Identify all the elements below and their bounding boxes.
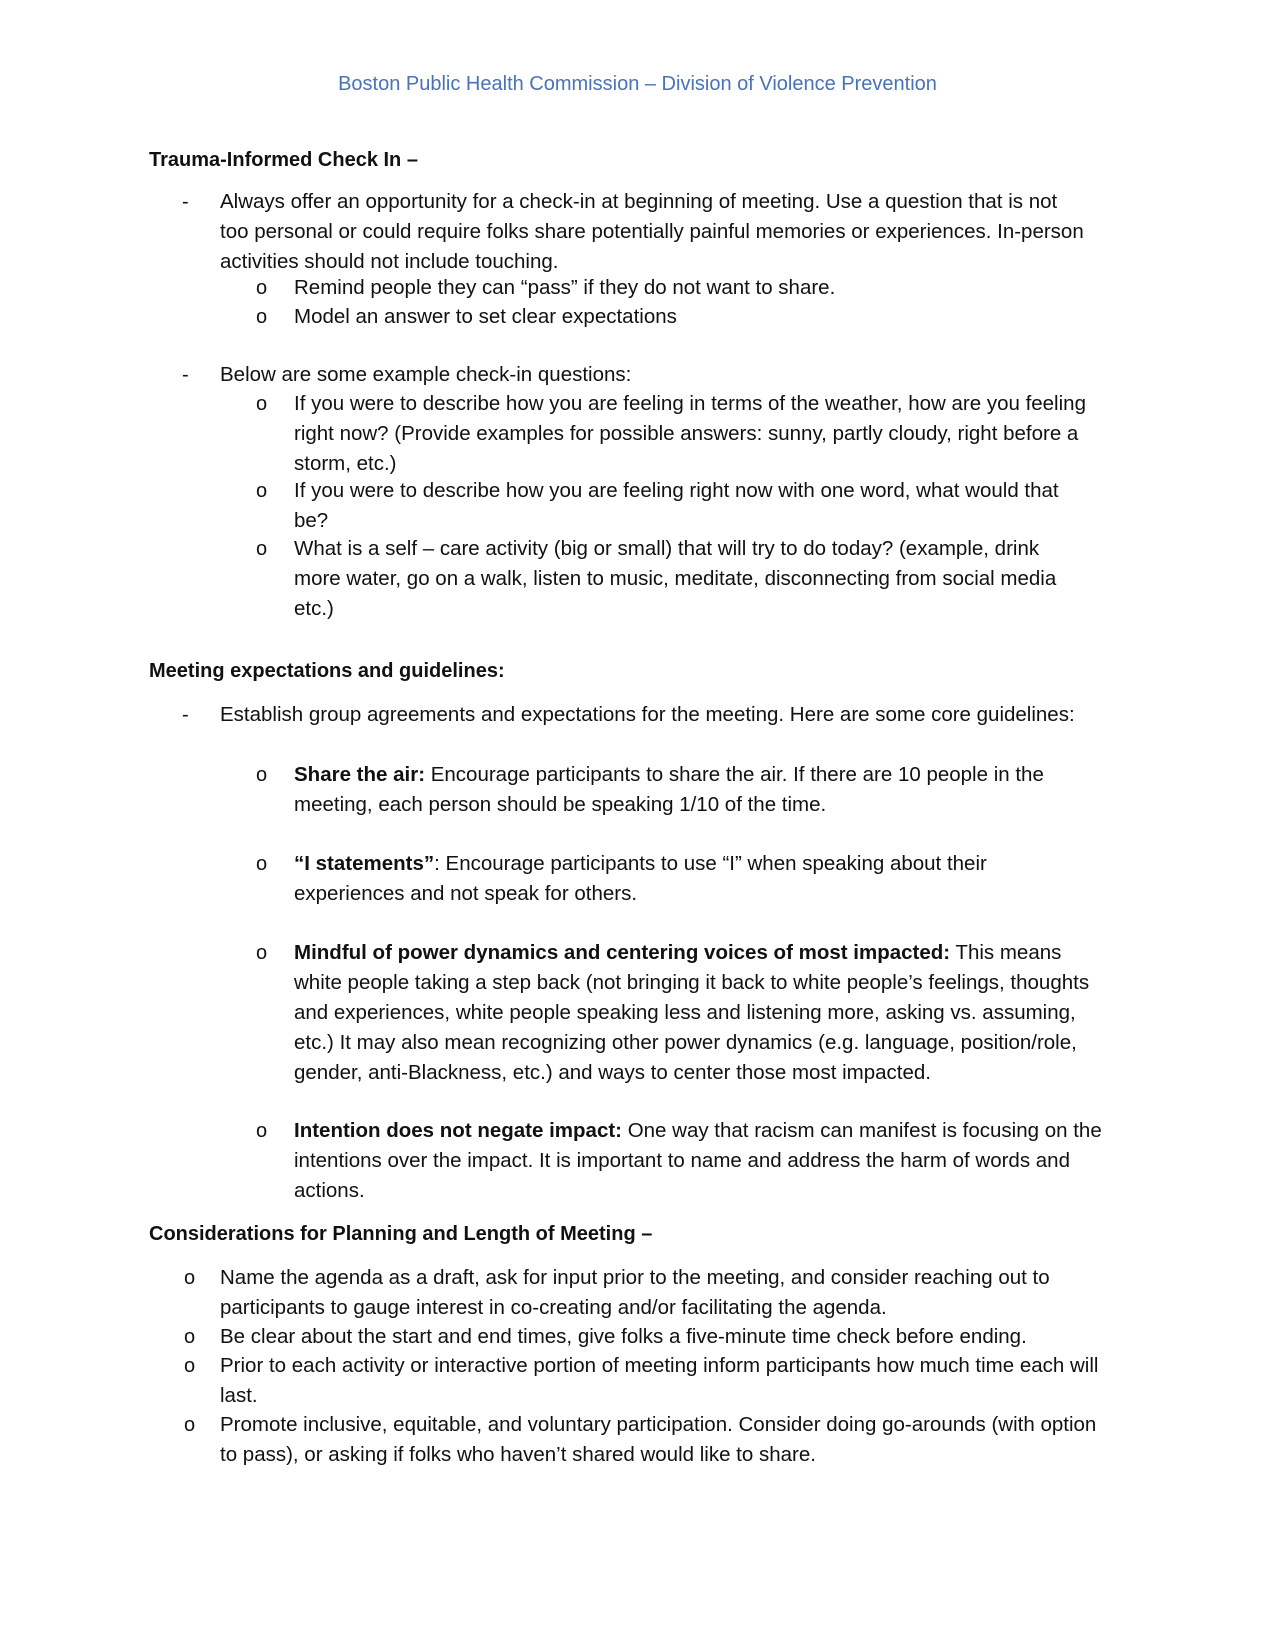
dash-bullet: - — [182, 704, 189, 726]
circle-bullet: o — [256, 764, 268, 786]
circle-bullet: o — [256, 538, 268, 560]
page-header: Boston Public Health Commission – Division of Violence Prevention — [338, 73, 937, 95]
list-item: Model an answer to set clear expectations — [294, 305, 677, 328]
list-item: If you were to describe how you are feeling right now with one word, what would that be? — [294, 479, 1059, 532]
section-heading-guidelines: Meeting expectations and guidelines: — [149, 660, 505, 682]
guideline-title: Intention does not negate impact: — [294, 1119, 623, 1142]
list-item: Prior to each activity or interactive portion of meeting inform participants how much time each will last. — [220, 1354, 1099, 1407]
dash-bullet: - — [182, 364, 189, 386]
guideline-item — [294, 938, 1106, 1088]
guideline-title: Mindful of power dynamics and centering voices of most impacted: — [294, 941, 951, 964]
list-item: Remind people they can “pass” if they do not want to share. — [294, 276, 836, 299]
section-heading-planning: Considerations for Planning and Length of Meeting – — [149, 1223, 653, 1245]
guideline-title: Share the air: — [294, 763, 426, 786]
list-item: Promote inclusive, equitable, and voluntary participation. Consider doing go-arounds (with option to pass), or asking if folks who haven’t shared would like to share. — [220, 1413, 1097, 1466]
section-heading-checkin: Trauma-Informed Check In – — [149, 149, 418, 171]
list-item: Below are some example check-in questions: — [220, 363, 632, 386]
guideline-text: Encourage participants to share the air. If there are 10 people in the meeting, each person should be speaking 1/10 of the time. — [294, 763, 1044, 816]
circle-bullet: o — [256, 942, 268, 964]
list-item: Be clear about the start and end times, give folks a five-minute time check before ending. — [220, 1325, 1027, 1348]
circle-bullet: o — [184, 1267, 196, 1289]
circle-bullet: o — [184, 1355, 196, 1377]
list-item: Always offer an opportunity for a check-in at beginning of meeting. Use a question that is not too personal or could require folks share potentially painful memories or experiences. In-person activities should not include touching. — [220, 190, 1084, 273]
guideline-text: This means white people taking a step back (not bringing it back to white people’s feelings, thoughts and experiences, white people speaking less and listening more, asking vs. assuming, etc.) It may also mean recognizing other power dynamics (e.g. language, position/role, gender, anti-Blackness, etc.) and ways to center those most impacted. — [294, 941, 1090, 1084]
circle-bullet: o — [184, 1414, 196, 1436]
circle-bullet: o — [256, 393, 268, 415]
guideline-item — [294, 760, 1084, 820]
guideline-title: “I statements” — [294, 852, 435, 875]
guideline-text: One way that racism can manifest is focusing on the intentions over the impact. It is important to name and address the harm of words and actions. — [294, 1119, 1102, 1202]
guideline-item — [294, 1116, 1106, 1206]
dash-bullet: - — [182, 191, 189, 213]
circle-bullet: o — [256, 277, 268, 299]
circle-bullet: o — [256, 306, 268, 328]
list-item: If you were to describe how you are feeling in terms of the weather, how are you feeling right now? (Provide examples for possible answers: sunny, partly cloudy, right before a storm, etc.) — [294, 392, 1086, 475]
circle-bullet: o — [256, 853, 268, 875]
circle-bullet: o — [184, 1326, 196, 1348]
guideline-text: : Encourage participants to use “I” when speaking about their experiences and not speak for others. — [294, 852, 987, 905]
circle-bullet: o — [256, 1120, 268, 1142]
list-item: What is a self – care activity (big or small) that will try to do today? (example, drink more water, go on a walk, listen to music, meditate, disconnecting from social media etc.) — [294, 537, 1057, 620]
circle-bullet: o — [256, 480, 268, 502]
list-item: Establish group agreements and expectations for the meeting. Here are some core guidelines: — [220, 703, 1075, 726]
guideline-item — [294, 849, 1034, 909]
list-item: Name the agenda as a draft, ask for input prior to the meeting, and consider reaching out to participants to gauge interest in co-creating and/or facilitating the agenda. — [220, 1266, 1050, 1319]
